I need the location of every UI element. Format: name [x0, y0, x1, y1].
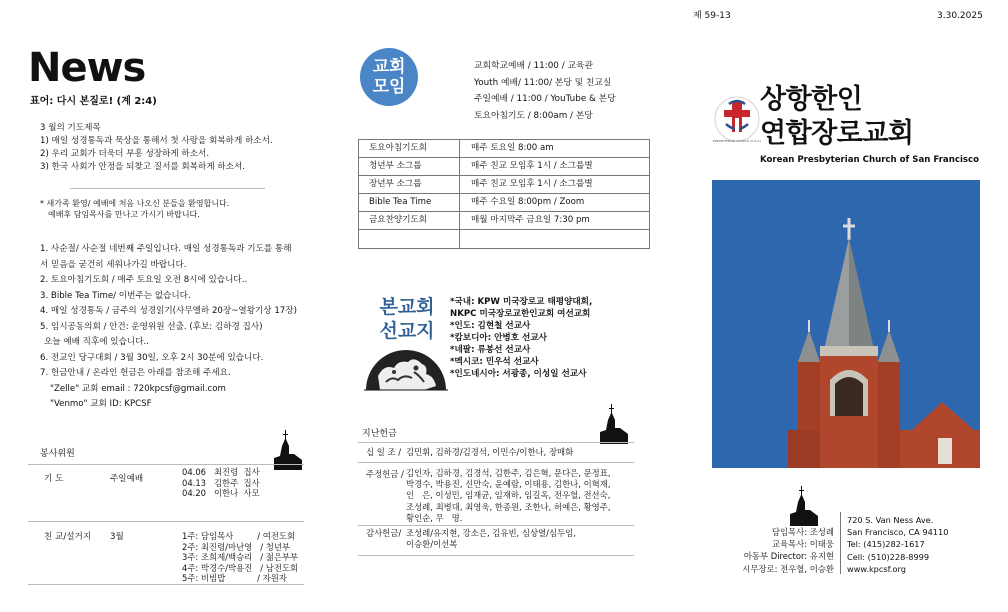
meeting-name: Bible Tea Time — [369, 197, 432, 207]
church-english-name: Korean Presbyterian Church of San Francisco — [760, 155, 979, 165]
schedule-item: 주일예배 / 11:00 / YouTube & 본당 — [474, 94, 616, 104]
table-divider — [359, 193, 649, 194]
worship-schedule — [474, 58, 616, 124]
prayer-item: 1) 매일 성경통독과 묵상을 통해서 첫 사랑을 회복하게 하소서. — [40, 136, 273, 146]
meeting-time: 매주 친교 모임후 1시 / 소그룹별 — [471, 179, 593, 189]
volunteer-row: 04.20 이한나 사모 — [182, 488, 260, 498]
pcusa-logo-icon — [712, 94, 762, 144]
offering-sunday-names — [406, 468, 611, 524]
meetings-table — [358, 139, 650, 249]
issue-number: 제 59-13 — [693, 11, 731, 21]
announcement-item: 2. 토요아침기도회 / 매주 토요일 오전 8시에 있습니다.. — [40, 275, 248, 285]
volunteer-prayer-list — [182, 467, 260, 499]
volunteer-prayer-label: 기 도 — [44, 474, 64, 484]
contact-website[interactable]: www.kpcsf.org — [847, 563, 906, 574]
staff-item: 담임목사: 조성례 — [771, 527, 834, 537]
announcement-item: 1. 사순절/ 사순절 네번째 주일입니다. 매일 성경통독과 기도를 통해 — [40, 244, 292, 254]
volunteers-title: 봉사위원 — [40, 449, 75, 459]
welcome-note — [40, 198, 229, 220]
offering-thanks-label: 감사헌금/ — [366, 528, 402, 538]
table-divider — [359, 229, 649, 230]
divider — [358, 555, 634, 556]
offering-sunday-label: 주정헌금 / — [366, 469, 404, 479]
contact-info — [847, 514, 948, 575]
prayer-topics-title: 3 월의 기도제목 — [40, 123, 101, 133]
staff-item: 시무장로: 전우혈, 이승환 — [742, 563, 834, 574]
contact-cell: Cell: (510)228-8999 — [847, 551, 930, 562]
announcement-item: 7. 헌금안내 / 온라인 헌금은 아래를 참조해 주세요. — [40, 368, 231, 378]
announcement-item: 서 믿음을 굳건히 세워나가길 바랍니다. — [40, 259, 187, 270]
volunteer-prayer-service: 주일예배 — [110, 474, 144, 484]
news-title: News — [28, 45, 146, 91]
announcement-item: 오늘 예배 직후에 있습니다.. — [44, 337, 149, 347]
divider — [28, 521, 304, 522]
offering-thanks-names — [406, 528, 576, 550]
divider — [358, 462, 634, 463]
announcement-item: 4. 매일 성경통독 / 금주의 성경읽기(사무엘하 20장~열왕기상 17장) — [40, 306, 297, 316]
contact-address: 720 S. Van Ness Ave. — [847, 515, 934, 525]
missions-title-line: 선교지 — [379, 320, 435, 342]
missions-title — [372, 295, 442, 343]
church-name-line1: 상항한인 — [760, 84, 863, 115]
badge-line: 교회 — [372, 57, 406, 77]
vertical-divider — [840, 512, 841, 574]
volunteer-row: 5주: 비빔밥 / 자원자 — [182, 573, 287, 584]
volunteer-row: 04.06 최진령 집사 — [182, 467, 260, 477]
logo-text: PRESBYTERIAN CHURCH (U.S.A.) — [712, 139, 762, 143]
meeting-time: 매주 토요일 8:00 am — [471, 143, 554, 153]
offering-line: 김인자, 김하경, 김경석, 김한주, 김은혁, 문다은, 문정표, — [406, 468, 611, 478]
meeting-name: 청년부 소그룹 — [369, 161, 422, 171]
staff-item: 아동부 Director: 유지현 — [743, 551, 834, 562]
divider — [358, 442, 634, 443]
church-school-badge — [360, 48, 418, 106]
schedule-item: 토요아침기도 / 8:00am / 본당 — [474, 110, 593, 121]
church-building-photo — [712, 180, 980, 468]
table-divider — [359, 211, 649, 212]
mission-item: *국내: KPW 미국장로교 태평양대회, — [450, 297, 593, 307]
news-motto: 표어: 다시 본질로! (계 2:4) — [30, 96, 157, 107]
offering-line: 이승환/이선복 — [406, 539, 458, 550]
announcement-item: "Venmo" 교회 ID: KPCSF — [50, 399, 152, 409]
divider — [358, 525, 634, 526]
announcements — [40, 242, 297, 413]
volunteer-row: 2주: 최진령/마난영 / 청년부 — [182, 541, 291, 552]
mission-item: *캄보디아: 안병호 선교사 — [450, 333, 547, 343]
mission-item: *멕시코: 민우석 선교사 — [450, 357, 539, 367]
issue-date: 3.30.2025 — [937, 11, 983, 21]
volunteer-hospitality-month: 3월 — [110, 532, 124, 542]
welcome-line: 예배후 담임목사를 만나고 가시기 바랍니다. — [48, 210, 200, 219]
meeting-name: 장년부 소그룹 — [369, 179, 422, 189]
meeting-time: 매주 수요일 8:00pm / Zoom — [471, 197, 585, 207]
announcement-item: 5. 임시공동의회 / 안건: 운영위원 선출. (후보: 김하경 집사) — [40, 321, 263, 332]
volunteer-hospitality-list — [182, 531, 298, 584]
volunteer-row: 4주: 박경수/박용진 / 남전도회 — [182, 562, 299, 573]
divider — [70, 188, 265, 189]
table-divider — [359, 175, 649, 176]
prayer-item: 3) 한국 사회가 안정을 되찾고 질서를 회복하게 하소서. — [40, 162, 246, 172]
volunteer-hospitality-label: 친 교/설거지 — [44, 532, 92, 542]
offerings-title: 지난헌금 — [362, 429, 397, 439]
table-divider — [359, 157, 649, 158]
missions-title-line: 본교회 — [379, 296, 435, 318]
globe-icon — [364, 346, 448, 392]
divider — [28, 584, 304, 585]
church-name-line2: 연합장로교회 — [760, 118, 914, 149]
offering-line: 황인순, 무 명. — [406, 512, 463, 523]
missions-list — [450, 296, 592, 380]
mission-item: *네팔: 류봉선 선교사 — [450, 345, 531, 355]
volunteer-row: 1주: 담임목사 / 여전도회 — [182, 531, 296, 541]
mission-item: NKPC 미국장로교한인교회 여선교회 — [450, 309, 591, 319]
announcement-item: "Zelle" 교회 email : 720kpcsf@gmail.com — [50, 383, 226, 394]
church-silhouette-icon — [790, 486, 822, 526]
contact-tel: Tel: (415)282-1617 — [847, 539, 925, 550]
prayer-topics — [40, 122, 273, 174]
offering-tithe-names: 김민휘, 김하경/김경석, 이민수/이한나, 장매화 — [406, 447, 574, 457]
offering-line: 조성례/유지현, 강소은, 김유빈, 심상열/심두임, — [406, 528, 576, 538]
offering-line: 조성례, 최병대, 최영욱, 한종원, 조한나, 허예은, 황영주, — [406, 501, 611, 512]
mission-item: *인도네시아: 서광종, 이성일 선교사 — [450, 369, 587, 379]
volunteer-row: 3주: 조희제/백승리 / 젊은부부 — [182, 552, 299, 563]
welcome-line: * 새가족 환영/ 예배에 처음 나오신 분들을 환영합니다. — [40, 199, 230, 208]
badge-line: 모임 — [372, 77, 406, 97]
staff-item: 교육목사: 이태웅 — [771, 539, 834, 550]
meeting-name: 토요아침기도회 — [369, 143, 428, 153]
offering-tithe-label: 십 일 조 / — [366, 447, 402, 457]
offering-line: 박경수, 박용진, 신만숙, 윤예람, 이태용, 김한나, 이혁재, — [406, 479, 611, 490]
meeting-time: 매월 마지막주 금요일 7:30 pm — [471, 215, 590, 225]
prayer-item: 2) 우리 교회가 더욱더 부흥 성장하게 하소서. — [40, 149, 210, 159]
divider — [28, 464, 304, 465]
contact-city: San Francisco, CA 94110 — [847, 527, 949, 538]
announcement-item: 6. 전교인 당구대회 / 3월 30일, 오후 2시 30분에 있습니다. — [40, 352, 264, 363]
meeting-time: 매주 친교 모임후 1시 / 소그룹별 — [471, 161, 593, 171]
church-silhouette-icon — [600, 404, 632, 444]
meeting-name: 금요찬양기도회 — [369, 215, 428, 225]
schedule-item: 교회학교예배 / 11:00 / 교육관 — [474, 61, 593, 71]
mission-item: *인도: 김현철 선교사 — [450, 321, 531, 331]
schedule-item: Youth 예배/ 11:00/ 본당 및 친교실 — [474, 77, 612, 88]
offering-line: 인 은, 이성민, 임재균, 임재하, 임길옥, 전우혈, 전선숙, — [406, 490, 611, 501]
announcement-item: 3. Bible Tea Time/ 이번주는 없습니다. — [40, 290, 191, 301]
staff-list — [700, 526, 834, 575]
volunteer-row: 04.13 김한주 집사 — [182, 477, 260, 488]
